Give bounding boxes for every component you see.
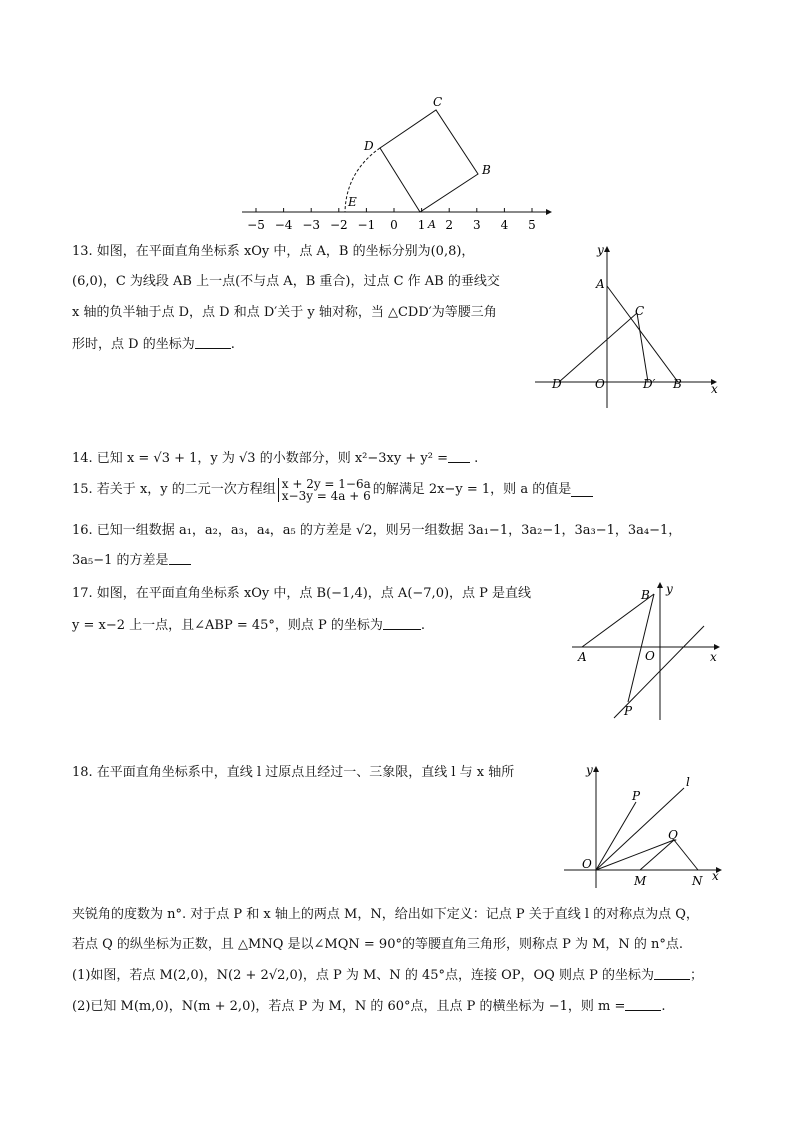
q15-line [72,478,593,502]
tick-label: 4 [500,218,509,232]
q17-line2-text: y = x−2 上一点，且∠ABP = 45°，则点 P 的坐标为 [72,618,383,633]
q13-d-label: D [552,377,562,391]
tick-label: −5 [247,218,265,232]
answer-blank [169,552,191,565]
q13-o-label: O [595,377,605,391]
q15-suffix: 的解满足 2x−y = 1，则 a 的值是 [372,482,572,497]
q13-c-label: C [635,304,645,318]
q18-line1: 18. 在平面直角坐标系中，直线 l 过原点且经过一、三象限，直线 l 与 x 轴所 [72,765,515,780]
q18-y-label: y [586,763,593,777]
q16-line2-text: 3a₅−1 的方差是 [72,553,169,568]
q18-line4 [72,967,703,985]
tick-label: −1 [357,218,376,232]
point-e-label: E [348,195,357,209]
answer-blank [448,450,470,463]
tick-label: 0 [390,218,398,232]
q17-p-label: P [624,704,633,718]
answer-blank [195,336,231,349]
q18-p-label: P [632,789,641,803]
answer-blank [383,617,421,630]
q15-prefix: 15. 若关于 x，y 的二元一次方程组 [72,482,276,497]
number-line-square-figure [230,90,560,240]
point-b-label: B [482,163,491,177]
tick-label: 5 [528,218,536,232]
tick-label: −2 [329,218,348,232]
q13-line4-text: 形时，点 D 的坐标为 [72,337,195,352]
q13-line2: (6,0)，C 为线段 AB 上一点(不与点 A，B 重合)，过点 C 作 AB 的垂线交 [72,274,500,289]
q17-figure [568,578,728,726]
q16-line1: 16. 已知一组数据 a₁，a₂，a₃，a₄，a₅ 的方差是 √2，则另一组数据 3a₁−1，3a₂−1，3a₃−1，3a₄−1， [72,523,682,538]
q18-l-label: l [686,775,690,789]
q18-line4-text: (1)如图，若点 M(2,0)，N(2 + 2√2,0)，点 P 为 M、N 的 45°点，连接 OP，OQ 则点 P 的坐标为 [72,968,654,983]
q13-d-prime-label: D′ [643,377,656,391]
q18-x-label: x [712,869,719,883]
answer-blank [571,484,593,497]
q17-o-label: O [645,649,655,663]
q17-line1: 17. 如图，在平面直角坐标系 xOy 中，点 B(−1,4)，点 A(−7,0)，点 P 是直线 [72,586,532,601]
q16-line2 [72,552,191,570]
q18-o-label: O [582,857,592,871]
q17-a-label: A [578,650,587,664]
equation-system [278,478,371,502]
tick-label: −3 [302,218,321,232]
q13-line1: 13. 如图，在平面直角坐标系 xOy 中，点 A，B 的坐标分别为(0,8)， [72,244,475,259]
point-a-label: A [428,218,436,231]
q18-line5 [72,998,665,1016]
q18-line2: 夹锐角的度数为 n°. 对于点 P 和 x 轴上的两点 M，N，给出如下定义：记点 P 关于直线 l 的对称点为点 Q， [72,907,699,922]
q17-line2: y = x−2 上一点，且∠ABP = 45°，则点 P 的坐标为 . [72,618,426,633]
q13-line3: x 轴的负半轴于点 D，点 D 和点 D′关于 y 轴对称，当 △CDD′为等腰三角 [72,305,497,320]
q14-line: 14. 已知 x = √3 + 1，y 为 √3 的小数部分，则 x²−3xy + y² = . [72,451,479,466]
answer-blank [625,998,661,1011]
q18-line5-text: (2)已知 M(m,0)，N(m + 2,0)，若点 P 为 M，N 的 60°点，且点 P 的横坐标为 −1，则 m = [72,999,626,1014]
q13-a-label: A [596,277,605,291]
q17-y-label: y [666,582,673,596]
q18-q-label: Q [668,828,678,842]
q13-b-label: B [673,377,682,391]
answer-blank [654,967,690,980]
q15-eq2: x−3y = 4a + 6 [281,489,371,503]
q18-line5-end: . [661,999,666,1014]
q18-n-label: N [692,874,703,888]
q13-x-label: x [711,382,718,396]
q15-eq1: x + 2y = 1−6a [281,477,371,491]
tick-label: 3 [472,218,481,232]
q18-line4-end: ； [690,968,704,983]
q13-line4: 形时，点 D 的坐标为 . [72,337,235,352]
point-d-label: D [364,139,374,153]
tick-label: 2 [445,218,454,232]
tick-label: −4 [274,218,293,232]
q13-figure [525,238,725,410]
q18-m-label: M [634,874,647,888]
q18-line3: 若点 Q 的纵坐标为正数，且 △MNQ 是以∠MQN = 90°的等腰直角三角形，则称点 P 为 M，N 的 n°点. [72,937,684,952]
tick-label: 1 [417,218,426,232]
point-c-label: C [433,95,443,109]
q17-x-label: x [710,650,717,664]
q18-figure [560,762,730,892]
q13-y-label: y [597,243,604,257]
q17-b-label: B [641,588,650,602]
q14-text: 14. 已知 x = √3 + 1，y 为 √3 的小数部分，则 x²−3xy + y² = [72,451,448,466]
